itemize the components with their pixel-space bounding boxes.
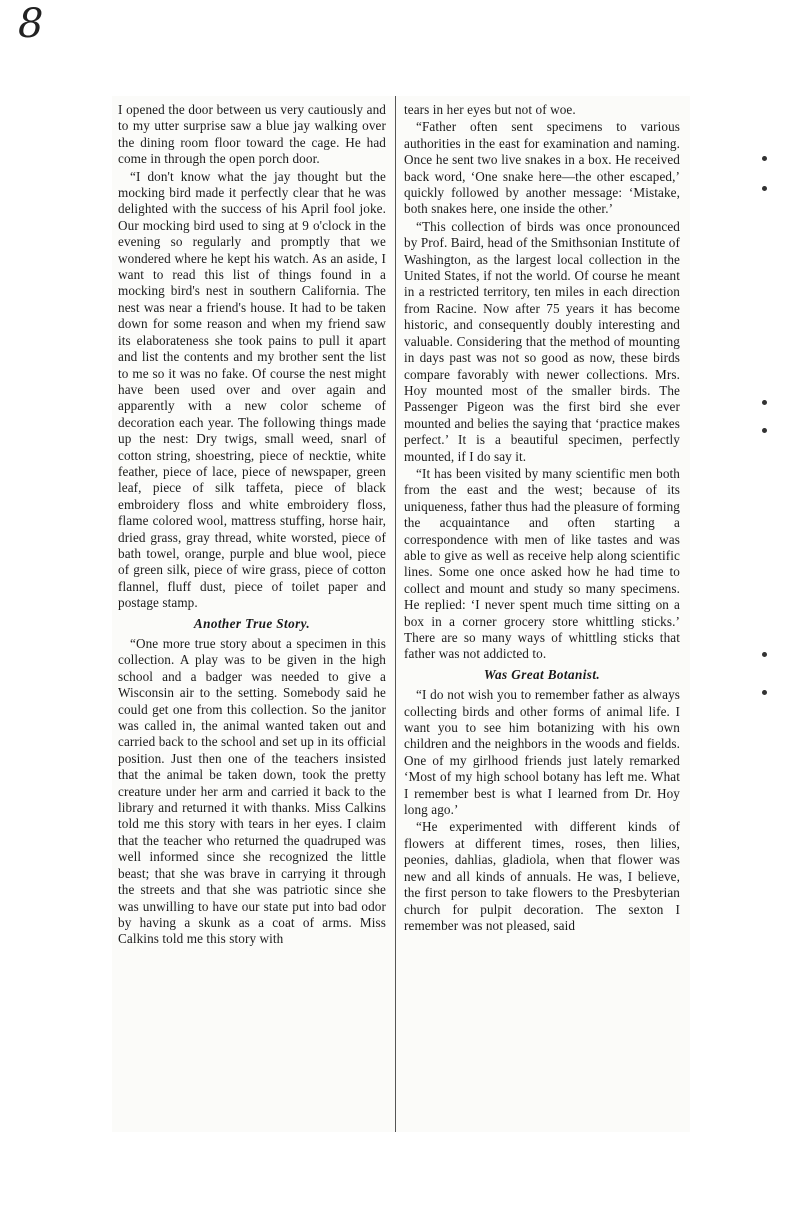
binder-hole-mark <box>762 400 767 405</box>
page-number: 8 <box>18 1 44 47</box>
binder-hole-mark <box>762 156 767 161</box>
section-heading: Another True Story. <box>193 615 311 631</box>
paragraph: “Father often sent specimens to various authorities in the east for examination and naming. Once he sent two live snakes in a box. He received back word, ‘One snake here—the other escaped,’ quickly followed by another message: ‘Mistake, both snakes here, one inside the other.’ <box>404 119 680 217</box>
paragraph: I opened the door between us very cautiously and to my utter surprise saw a blue jay walking over the dining room floor toward the cage. He had come in through the open porch door. <box>118 102 386 167</box>
column-divider <box>395 96 396 1132</box>
binder-hole-mark <box>762 690 767 695</box>
newspaper-clipping <box>112 96 690 1132</box>
binder-hole-mark <box>762 186 767 191</box>
section-heading: Was Great Botanist. <box>483 666 601 682</box>
paragraph: “I don't know what the jay thought but the mocking bird made it perfectly clear that he was delighted with the success of his April fool joke. Our mocking bird used to sing at 9 o'clock in the evening so regularly and promptly that we wondered where he kept his watch. As an aside, I want to read this list of things found in a mocking bird's nest in southern California. The nest was near a friend's house. It had to be taken down for some reason and when my friend saw its elaborateness she took pains to pull it apart and list the contents and my brother sent the list to me so it was no fake. Of course the nest might have been used over and over again and apparently with a new color scheme of decoration each year. The following things made up the nest: Dry twigs, small weed, snarl of cotton string, shoestring, piece of necktie, white feather, piece of lace, piece of newspaper, green leaf, piece of silk taffeta, piece of black embroidery floss and white embroidery floss, flame colored wool, mattress stuffing, horse hair, dried grass, gray thread, white worsted, piece of bath towel, orange, purple and blue wool, piece of green silk, piece of wire grass, piece of cotton flannel, fluff dust, piece of toilet paper and postage stamp. <box>118 168 386 611</box>
binder-hole-mark <box>762 428 767 433</box>
left-column <box>118 102 386 949</box>
paragraph: tears in her eyes but not of woe. <box>404 102 576 117</box>
paragraph: “He experimented with different kinds of flowers at different times, roses, then lilies, peonies, dahlias, gladiola, when that flower was new and all kinds of annuals. He was, I believe, the first person to take flowers to the Presbyterian church for pulpit decoration. The sexton I remember was not pleased, said <box>404 819 680 933</box>
paragraph: “One more true story about a specimen in this collection. A play was to be given in the high school and a badger was needed to give a Wisconsin air to the setting. Somebody said he could get one from this collection. So the janitor was called in, the animal wanted taken out and carried back to the school and set up in its official position. Just then one of the teachers insisted that the animal be taken down, took the pretty creature under her arm and carried it back to the library and returned it with thanks. Miss Calkins told me this story with tears in her eyes. I claim that the teacher who returned the quadruped was well informed since she recognized the little beast; that she was brave in carrying it through the streets and that she was patriotic since she was unwilling to have our state put into bad odor by having a skunk as a coat of arms. Miss Calkins told me this story with <box>118 636 386 947</box>
right-column <box>404 102 680 935</box>
paragraph: “It has been visited by many scientific men both from the east and the west; because of its uniqueness, father thus had the pleasure of forming the acquaintance and often starting a correspondence with men of like tastes and was able to give as well as receive help along scientific lines. Some one once asked how he had time to collect and mount and study so many specimens. He replied: ‘I never spent much time sitting on a box in a corner grocery store whittling sticks.’ There are so many ways of whittling sticks that father was not addicted to. <box>404 465 680 662</box>
paragraph: “I do not wish you to remember father as always collecting birds and other forms of animal life. I want you to see him botanizing with his own children and the neighbors in the woods and fields. One of my girlhood friends just lately remarked ‘Most of my high school botany has left me. What I remember best is what I learned from Dr. Hoy long ago.’ <box>404 687 680 818</box>
binder-hole-mark <box>762 652 767 657</box>
paragraph: “This collection of birds was once pronounced by Prof. Baird, head of the Smithsonian Institute of Washington, as the largest local collection in the United States, if not the world. Of course he meant in a restricted territory, ten miles in each direction from Racine. Now after 75 years it has become historic, and consequently doubly interesting and valuable. Considering that the method of mounting in days past was not so good as now, these birds compare favorably with newer collections. Mrs. Hoy mounted most of the smaller birds. The Passenger Pigeon was the first bird she ever mounted and belies the saying that ‘practice makes perfect.’ It is a beautiful specimen, perfectly mounted, if I do say it. <box>404 218 680 464</box>
